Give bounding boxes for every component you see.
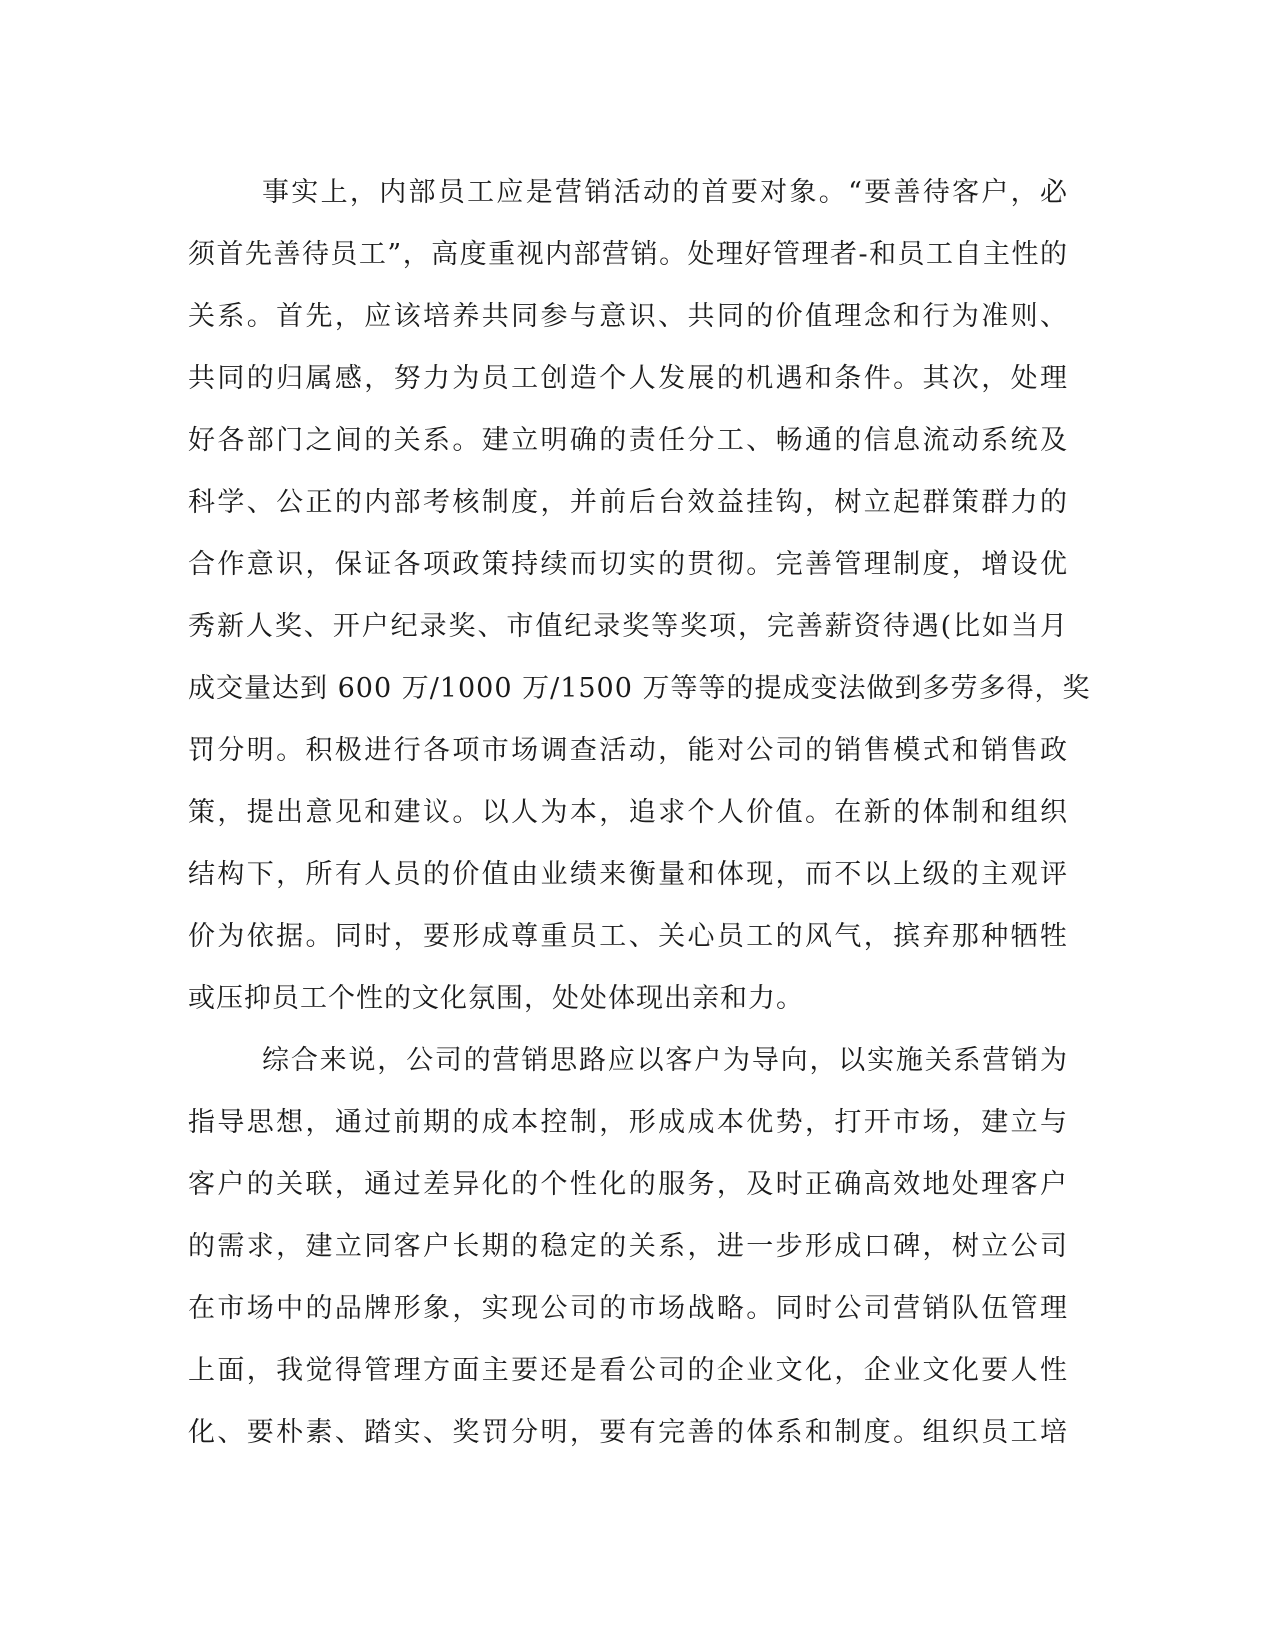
text-line: 客户的关联，通过差异化的个性化的服务，及时正确高效地处理客户 [188, 1169, 1068, 1200]
text-line: 指导思想，通过前期的成本控制，形成成本优势，打开市场，建立与 [188, 1107, 1068, 1138]
text-line: 在市场中的品牌形象，实现公司的市场战略。同时公司营销队伍管理 [188, 1293, 1068, 1324]
text-line: 的需求，建立同客户长期的稳定的关系，进一步形成口碑，树立公司 [188, 1231, 1068, 1262]
text-line: 结构下，所有人员的价值由业绩来衡量和体现，而不以上级的主观评 [188, 859, 1068, 890]
text-line: 成交量达到 600 万/1000 万/1500 万等等的提成变法做到多劳多得，奖 [188, 673, 1091, 704]
text-line: 罚分明。积极进行各项市场调查活动，能对公司的销售模式和销售政 [188, 735, 1068, 766]
text-line: 事实上，内部员工应是营销活动的首要对象。“要善待客户，必 [262, 177, 1068, 208]
body-text [188, 162, 1091, 1464]
text-line: 合作意识，保证各项政策持续而切实的贯彻。完善管理制度，增设优 [188, 549, 1068, 580]
text-line: 关系。首先，应该培养共同参与意识、共同的价值理念和行为准则、 [188, 301, 1068, 332]
text-line: 共同的归属感，努力为员工创造个人发展的机遇和条件。其次，处理 [188, 363, 1068, 394]
text-line: 或压抑员工个性的文化氛围，处处体现出亲和力。 [188, 983, 804, 1014]
text-line: 价为依据。同时，要形成尊重员工、关心员工的风气，摈弃那种牺牲 [188, 921, 1068, 952]
text-line: 综合来说，公司的营销思路应以客户为导向，以实施关系营销为 [262, 1045, 1068, 1076]
paragraph-1 [188, 162, 1091, 1030]
text-line: 策，提出意见和建议。以人为本，追求个人价值。在新的体制和组织 [188, 797, 1068, 828]
text-line: 秀新人奖、开户纪录奖、市值纪录奖等奖项，完善薪资待遇(比如当月 [188, 611, 1068, 642]
text-line: 科学、公正的内部考核制度，并前后台效益挂钩，树立起群策群力的 [188, 487, 1068, 518]
text-line: 须首先善待员工”，高度重视内部营销。处理好管理者-和员工自主性的 [188, 239, 1068, 270]
text-line: 好各部门之间的关系。建立明确的责任分工、畅通的信息流动系统及 [188, 425, 1068, 456]
text-line: 化、要朴素、踏实、奖罚分明，要有完善的体系和制度。组织员工培 [188, 1417, 1068, 1448]
text-line: 上面，我觉得管理方面主要还是看公司的企业文化，企业文化要人性 [188, 1355, 1068, 1386]
paragraph-2 [188, 1030, 1068, 1464]
